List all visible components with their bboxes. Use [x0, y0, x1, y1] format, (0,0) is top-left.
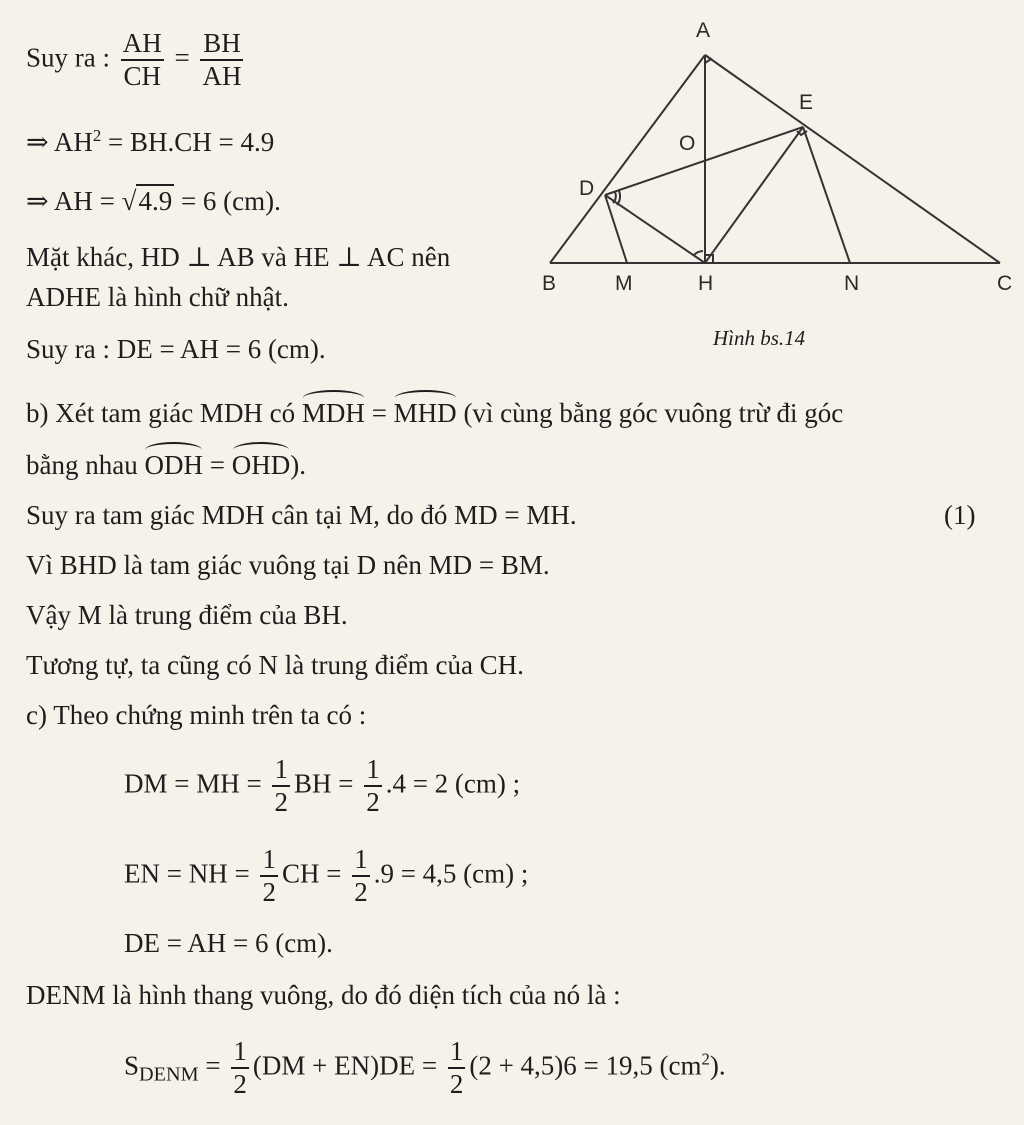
label-b: B [542, 272, 557, 295]
segment-dm [605, 195, 627, 263]
fraction-half: $\frac{1}{2}$ [262, 844, 276, 908]
part-b-line-6: Tương tự, ta cũng có N là trung điểm của CH. [26, 650, 524, 680]
label-n: N [844, 272, 860, 295]
label-e: E [799, 91, 814, 114]
fraction-half: $\frac{1}{2}$ [449, 1036, 464, 1100]
label-a: A [696, 19, 711, 42]
en-equation: EN = NH = $\frac{1}{2}$ CH = $\frac{1}{2}$ .9 = 4,5 (cm) ; [124, 844, 529, 908]
segment-en [803, 127, 850, 263]
segment-dh [605, 195, 705, 263]
part-b-line-3: Suy ra tam giác MDH cân tại M, do đó MD = MH. [26, 500, 577, 530]
area-equation: $S_{DENM}$ = $\frac{1}{2}$ (DM + EN)DE = $\frac{1}{2}$ (2 + 4,5)6 = 19,5 $(cm^2)$. [124, 1036, 726, 1100]
segment-ab [550, 55, 705, 263]
angle-arc-d [613, 192, 616, 203]
fraction-bh-ah: $\frac{BH}{AH}$ [202, 28, 242, 92]
fraction-half: $\frac{1}{2}$ [354, 844, 368, 908]
sqrt-sign: √ [121, 186, 137, 216]
angle-arc-h [693, 251, 703, 256]
triangle-figure [535, 15, 1020, 315]
segment-ac [705, 55, 1000, 263]
ah-squared-line: ⇒ $AH^2 = BH.CH = 4.9$ [26, 126, 275, 157]
label-c: C [997, 272, 1013, 295]
fraction-half: $\frac{1}{2}$ [274, 754, 288, 818]
fraction-half: $\frac{1}{2}$ [233, 1036, 247, 1100]
label-d: D [579, 177, 595, 200]
denm-statement: DENM là hình thang vuông, do đó diện tích của nó là : [26, 980, 621, 1010]
label-o: O [679, 132, 696, 155]
ratio-line: Suy ra : $\frac{AH}{CH}$ = $\frac{BH}{AH}$ [26, 28, 242, 92]
dm-equation: DM = MH = $\frac{1}{2}$ BH = $\frac{1}{2}$ .4 = 2 (cm) ; [124, 754, 521, 818]
angle-mdh: MDH [302, 392, 365, 429]
angle-ohd: OHD [232, 444, 291, 481]
fraction-ah-ch: $\frac{AH}{CH}$ [122, 28, 162, 92]
de-equation: DE = AH = 6 (cm). [124, 928, 333, 958]
mat-khac-line-2: ADHE là hình chữ nhật. [26, 282, 289, 312]
angle-odh: ODH [144, 444, 203, 481]
mat-khac-line-1: Mặt khác, HD ⊥ AB và HE ⊥ AC nên [26, 242, 451, 272]
angle-arc-d2 [617, 191, 620, 205]
part-b-line-1: b) Xét tam giác MDH có MDH = MHD (vì cùng bằng góc vuông trừ đi góc [26, 392, 843, 429]
figure-caption: Hình bs.14 [713, 326, 806, 350]
angle-mhd: MHD [394, 392, 457, 429]
label-h: H [698, 272, 714, 295]
part-b-line-4: Vì BHD là tam giác vuông tại D nên MD = BM. [26, 550, 550, 580]
equation-tag-1: (1) [944, 500, 976, 530]
part-b-line-2: bằng nhau ODH = OHD). [26, 444, 306, 481]
suy-ra-label: Suy ra : [26, 42, 110, 73]
part-c-intro: c) Theo chứng minh trên ta có : [26, 700, 367, 730]
label-m: M [615, 272, 633, 295]
de-equals-ah-line: Suy ra : DE = AH = 6 (cm). [26, 334, 326, 364]
fraction-half: $\frac{1}{2}$ [366, 754, 380, 818]
ah-value-line: ⇒ AH = √4.9 = 6 (cm). [26, 186, 281, 216]
part-b-line-5: Vậy M là trung điểm của BH. [26, 600, 348, 630]
sqrt-radicand: 4.9 [138, 186, 173, 216]
segment-eh [705, 127, 803, 263]
